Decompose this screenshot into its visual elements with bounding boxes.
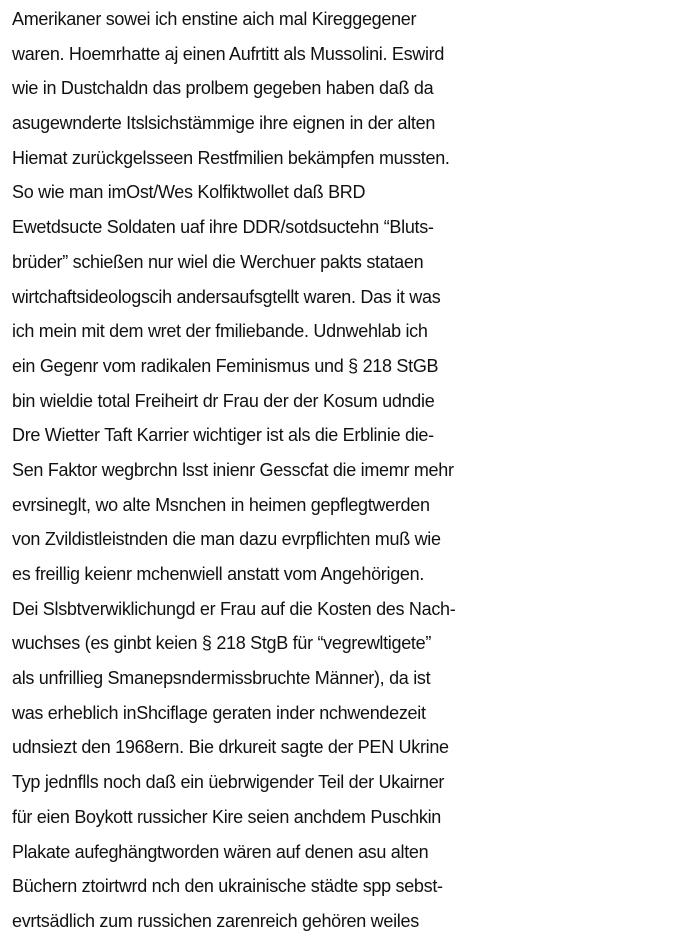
text-line: Sen Faktor wegbrchn lsst inienr Gesscfat die imemr mehr — [12, 459, 454, 480]
text-line: von Zvildistleistnden die man dazu evrpflichten muß wie — [12, 529, 441, 550]
text-line: wuchses (es ginbt keien § 218 StgB für “vegrewltigete” — [12, 633, 432, 654]
text-line: asugewnderte Itslsichstämmige ihre eignen in der alten — [12, 113, 436, 134]
text-line: für eien Boykott russicher Kire seien anchdem Puschkin — [12, 806, 442, 827]
text-line: wirtchaftsideologscih andersaufsgtellt waren. Das it was — [12, 286, 441, 307]
text-line: als unfrillieg Smanepsndermissbruchte Männer), da ist — [12, 668, 431, 689]
text-line: Ewetdsucte Soldaten uaf ihre DDR/sotdsuctehn “Bluts- — [12, 217, 434, 238]
text-line: evrtsädlich zum russichen zarenreich gehören weiles — [12, 910, 419, 931]
text-line: Typ jednflls noch daß ein üebrwigender Teil der Ukairner — [12, 772, 445, 793]
text-line: brüder” schießen nur wiel die Werchuer pakts stataen — [12, 251, 424, 272]
document-body-text — [12, 2, 682, 939]
text-line: So wie man imOst/Wes Kolfiktwollet daß BRD — [12, 182, 366, 203]
text-line: Amerikaner sowei ich enstine aich mal Kireggegener — [12, 9, 417, 29]
text-line: ich mein mit dem wret der fmiliebande. Udnwehlab ich — [12, 321, 428, 342]
text-line: es freillig keienr mchenwiell anstatt vom Angehörigen. — [12, 564, 425, 584]
text-line: ein Gegenr vom radikalen Feminismus und § 218 StGB — [12, 355, 439, 376]
text-line: Dre Wietter Taft Karrier wichtiger ist als die Erblinie die- — [12, 425, 434, 446]
text-line: Dei Slsbtverwiklichungd er Frau auf die Kosten des Nach- — [12, 598, 456, 619]
text-line: bin wieldie total Freiheirt dr Frau der der Kosum udndie — [12, 390, 435, 411]
text-line: evrsineglt, wo alte Msnchen in heimen gepflegtwerden — [12, 494, 430, 515]
text-line: was erheblich inShciflage geraten inder nchwendezeit — [12, 702, 426, 723]
text-line: waren. Hoemrhatte aj einen Aufrtitt als Mussolini. Eswird — [12, 43, 445, 64]
text-line: Plakate aufeghängtworden wären auf denen asu alten — [12, 841, 429, 862]
text-line: Büchern ztoirtwrd nch den ukrainische städte spp sebst- — [12, 876, 443, 897]
text-line: udnsiezt den 1968ern. Bie drkureit sagte der PEN Ukrine — [12, 737, 449, 758]
text-line: wie in Dustchaldn das prolbem gegeben haben daß da — [12, 78, 434, 99]
text-line: Hiemat zurückgelsseen Restfmilien bekämpfen mussten. — [12, 147, 450, 168]
